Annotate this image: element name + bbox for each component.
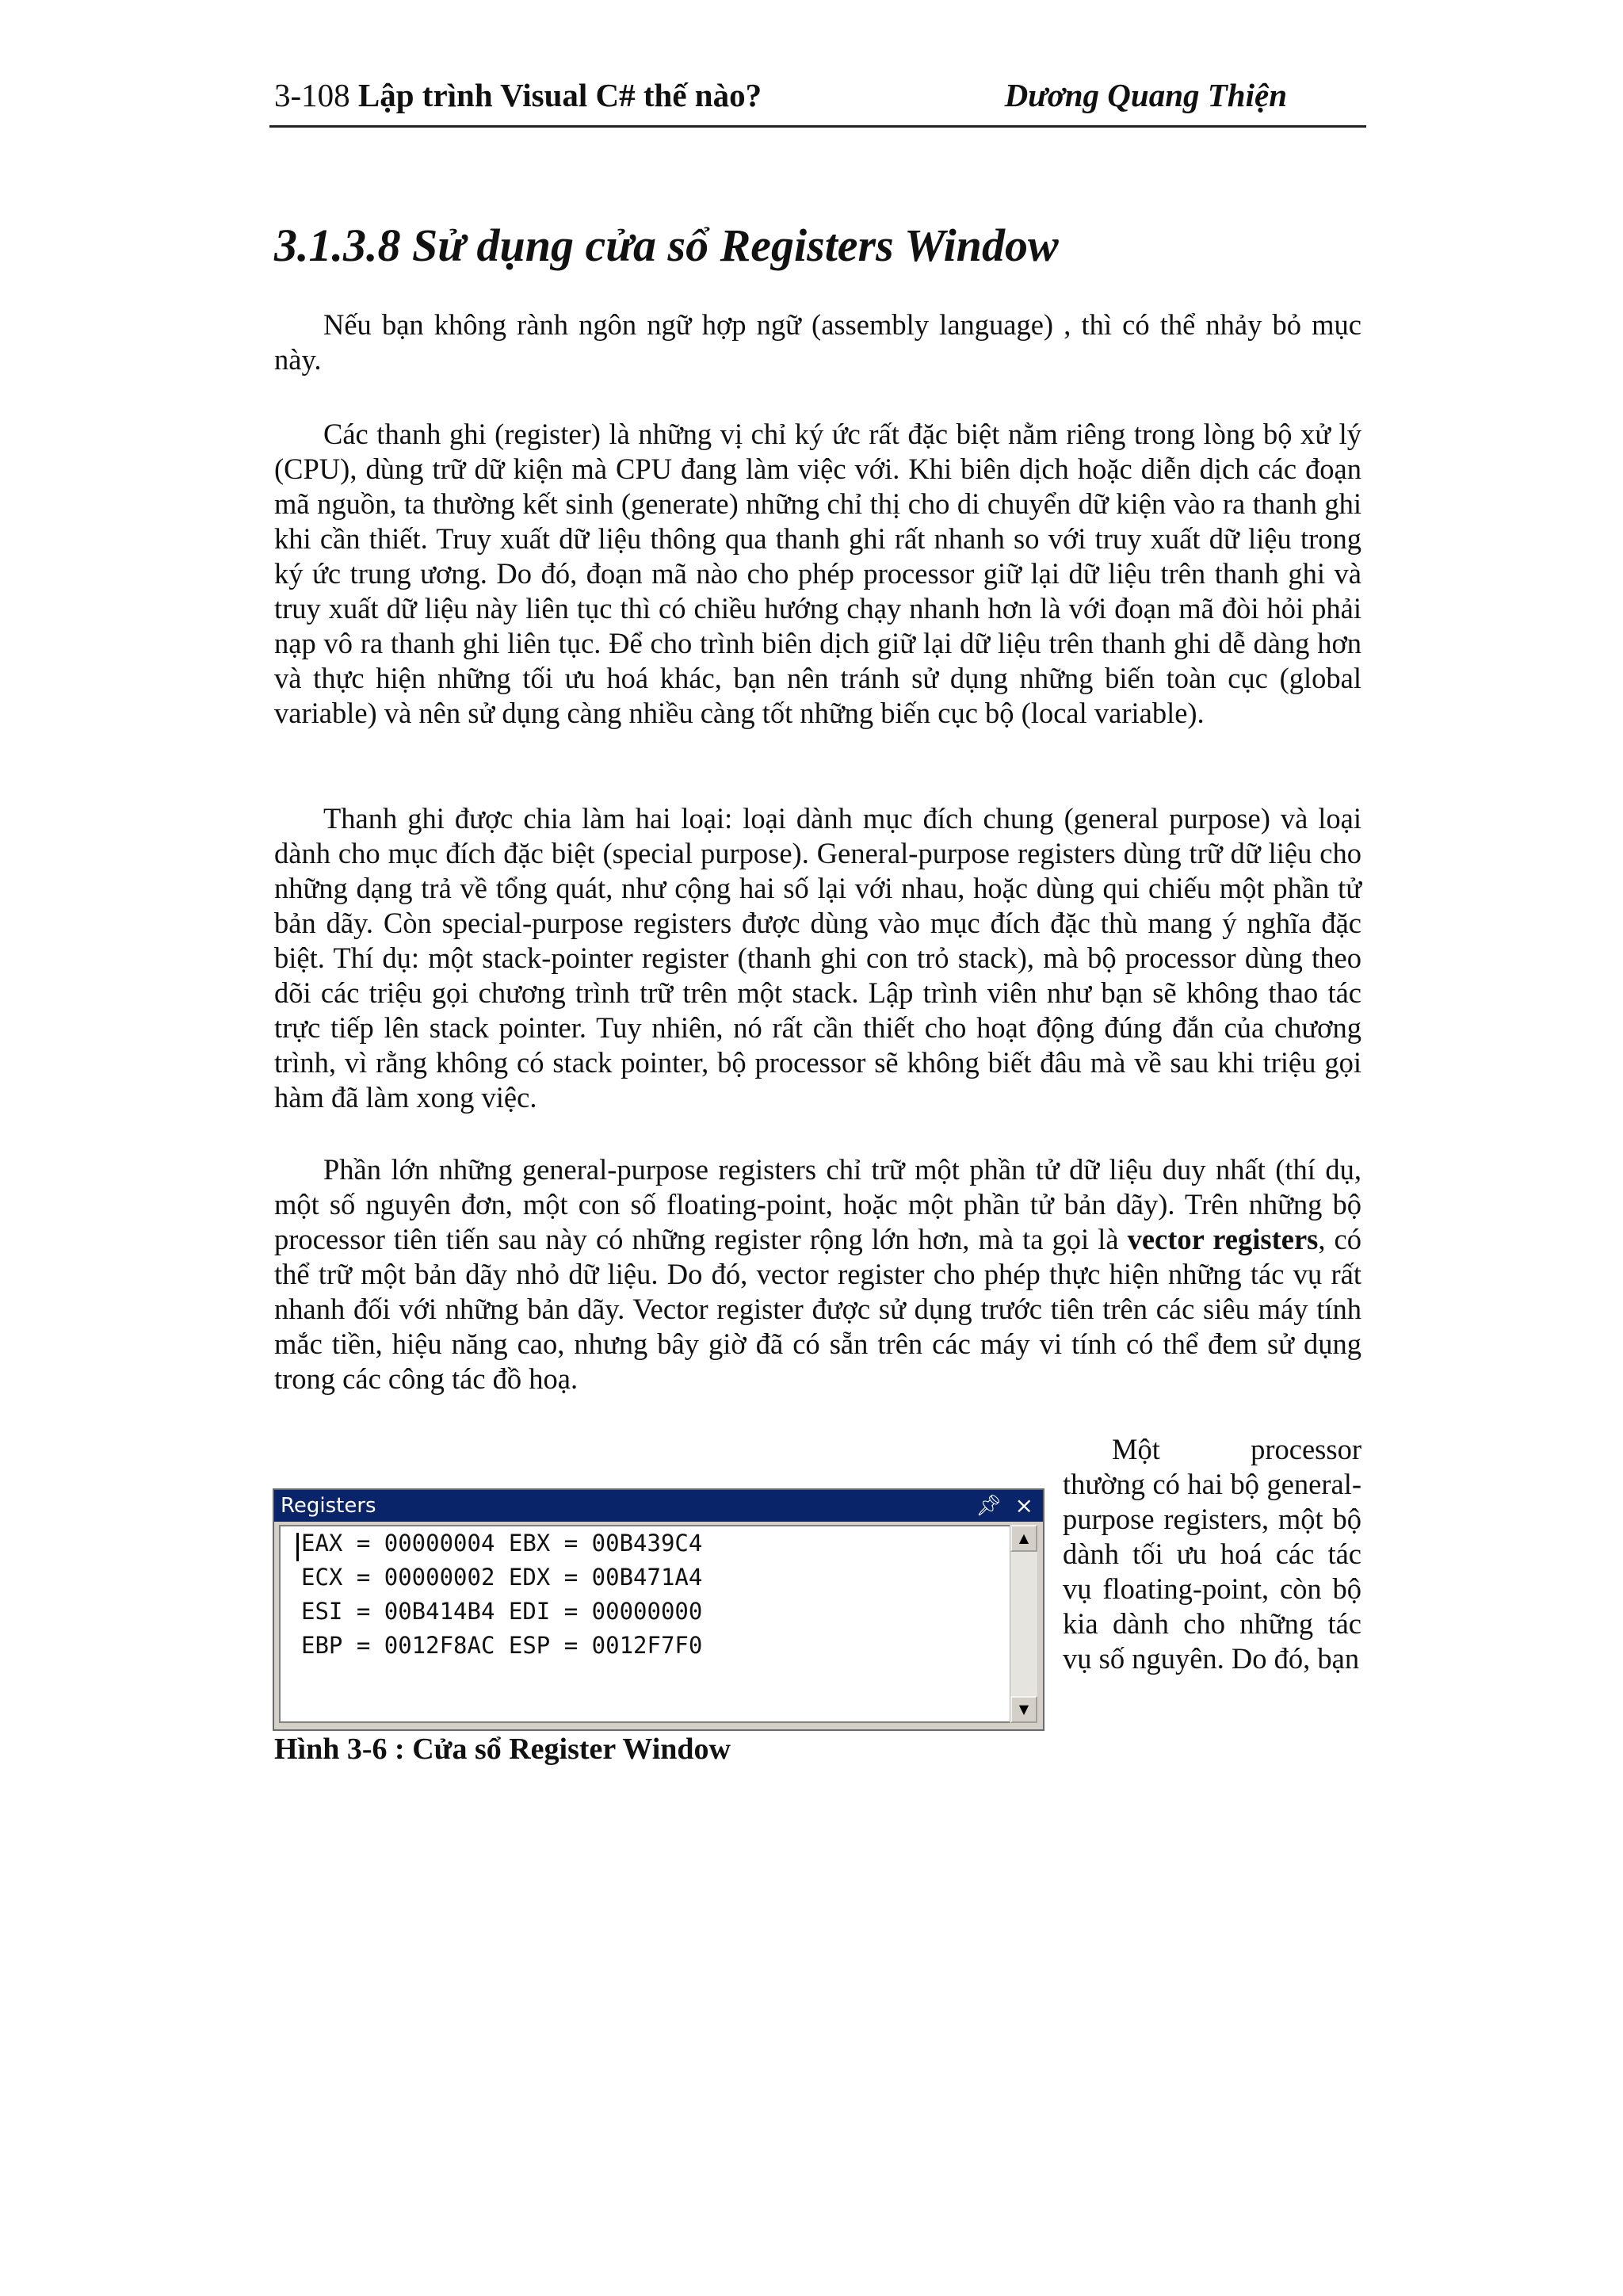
paragraph-4-text	[274, 1152, 1361, 1396]
registers-content[interactable]	[279, 1525, 1011, 1723]
register-line: ECX = 00000002 EDX = 00B471A4	[301, 1564, 703, 1591]
scroll-down-arrow-icon[interactable]: ▼	[1010, 1696, 1037, 1723]
register-line: EAX = 00000004 EBX = 00B439C4	[301, 1530, 703, 1557]
paragraph-3-text: Thanh ghi được chia làm hai loại: loại dành mục đích chung (general purpose) và loại dành cho mục đích đặc biệt (special purpose). General-purpose registers dùng trữ dữ liệu cho những dạng trả về tổng quát, như cộng hai số lại với nhau, hoặc dùng qui chiếu một phần tử bản dãy. Còn special-purpose registers được dùng vào mục đích đặc thù mang ý nghĩa đặc biệt. Thí dụ: một stack-pointer register (thanh ghi con trỏ stack), mà bộ processor dùng theo dõi các triệu gọi chương trình trữ trên một stack. Lập trình viên như bạn sẽ không thao tác trực tiếp lên stack pointer. Tuy nhiên, nó rất cần thiết cho hoạt động đúng đắn của chương trình, vì rằng không có stack pointer, bộ processor sẽ không biết đâu mà về sau khi triệu gọi hàm đã làm xong việc.	[274, 802, 1361, 1114]
register-line: ESI = 00B414B4 EDI = 00000000	[301, 1598, 703, 1625]
paragraph-2	[274, 417, 1361, 731]
vector-registers-term: vector registers	[1127, 1223, 1319, 1255]
page-number: 3-108	[274, 77, 350, 113]
paragraph-4-part-b: , có thể trữ một bản dãy nhỏ dữ liệu. Do đó, vector register cho phép thực hiện những tác vụ rất nhanh đối với những bản dãy. Vector register được sử dụng trước tiên trên các siêu máy tính mắc tiền, hiệu năng cao, nhưng bây giờ đã có sẵn trên các máy vi tính có thể đem sử dụng trong các công tác đồ hoạ.	[274, 1223, 1361, 1395]
paragraph-1	[274, 308, 1361, 377]
paragraph-4-part-a: Phần lớn những general-purpose registers chỉ trữ một phần tử dữ liệu duy nhất (thí dụ, một số nguyên đơn, một con số floating-point, hoặc một phần tử bản dãy). Trên những bộ processor tiên tiến sau này có những register rộng lớn hơn, mà ta gọi là	[274, 1153, 1361, 1255]
pin-icon[interactable]: 📌︎	[975, 1494, 1002, 1518]
section-title: 3.1.3.8 Sử dụng cửa sổ Registers Window	[274, 220, 1059, 271]
scroll-up-arrow-icon[interactable]: ▲	[1010, 1525, 1037, 1552]
paragraph-3	[274, 801, 1361, 1115]
paragraph-4	[274, 1152, 1361, 1396]
paragraph-5-content: Một processor thường có hai bộ general-purpose registers, một bộ dành tối ưu hoá các tác vụ floating-point, còn bộ kia dành cho những tác vụ số nguyên. Do đó, bạn	[1063, 1433, 1361, 1675]
book-title: Lập trình Visual C# thế nào?	[357, 77, 762, 113]
paragraph-2-text: Các thanh ghi (register) là những vị chỉ ký ức rất đặc biệt nằm riêng trong lòng bộ xử lý (CPU), dùng trữ dữ kiện mà CPU đang làm việc với. Khi biên dịch hoặc diễn dịch các đoạn mã nguồn, ta thường kết sinh (generate) những chỉ thị cho di chuyển dữ kiện vào ra thanh ghi khi cần thiết. Truy xuất dữ liệu thông qua thanh ghi rất nhanh so với truy xuất dữ liệu trong ký ức trung ương. Do đó, đoạn mã nào cho phép processor giữ lại dữ liệu trên thanh ghi và truy xuất dữ liệu này liên tục thì có chiều hướng chạy nhanh hơn là với đoạn mã đòi hỏi phải nạp vô ra thanh ghi liên tục. Để cho trình biên dịch giữ lại dữ liệu trên thanh ghi dễ dàng hơn và thực hiện những tối ưu hoá khác, bạn nên tránh sử dụng những biến toàn cục (global variable) và nên sử dụng càng nhiều càng tốt những biến cục bộ (local variable).	[274, 418, 1361, 729]
author-name: Dương Quang Thiện	[1004, 77, 1287, 113]
registers-title-bar[interactable]	[274, 1490, 1043, 1522]
header-left	[274, 76, 762, 114]
close-icon[interactable]: ×	[1014, 1492, 1033, 1519]
registers-title: Registers	[281, 1494, 376, 1518]
paragraph-1-text: Nếu bạn không rành ngôn ngữ hợp ngữ (assembly language) , thì có thể nhảy bỏ mục này.	[274, 308, 1361, 376]
registers-window[interactable]	[273, 1488, 1044, 1731]
text-caret	[296, 1533, 299, 1561]
figure-caption: Hình 3-6 : Cửa sổ Register Window	[274, 1733, 731, 1766]
register-line: EBP = 0012F8AC ESP = 0012F7F0	[301, 1632, 703, 1659]
vertical-scrollbar[interactable]	[1010, 1525, 1037, 1723]
page-header	[269, 76, 1366, 128]
